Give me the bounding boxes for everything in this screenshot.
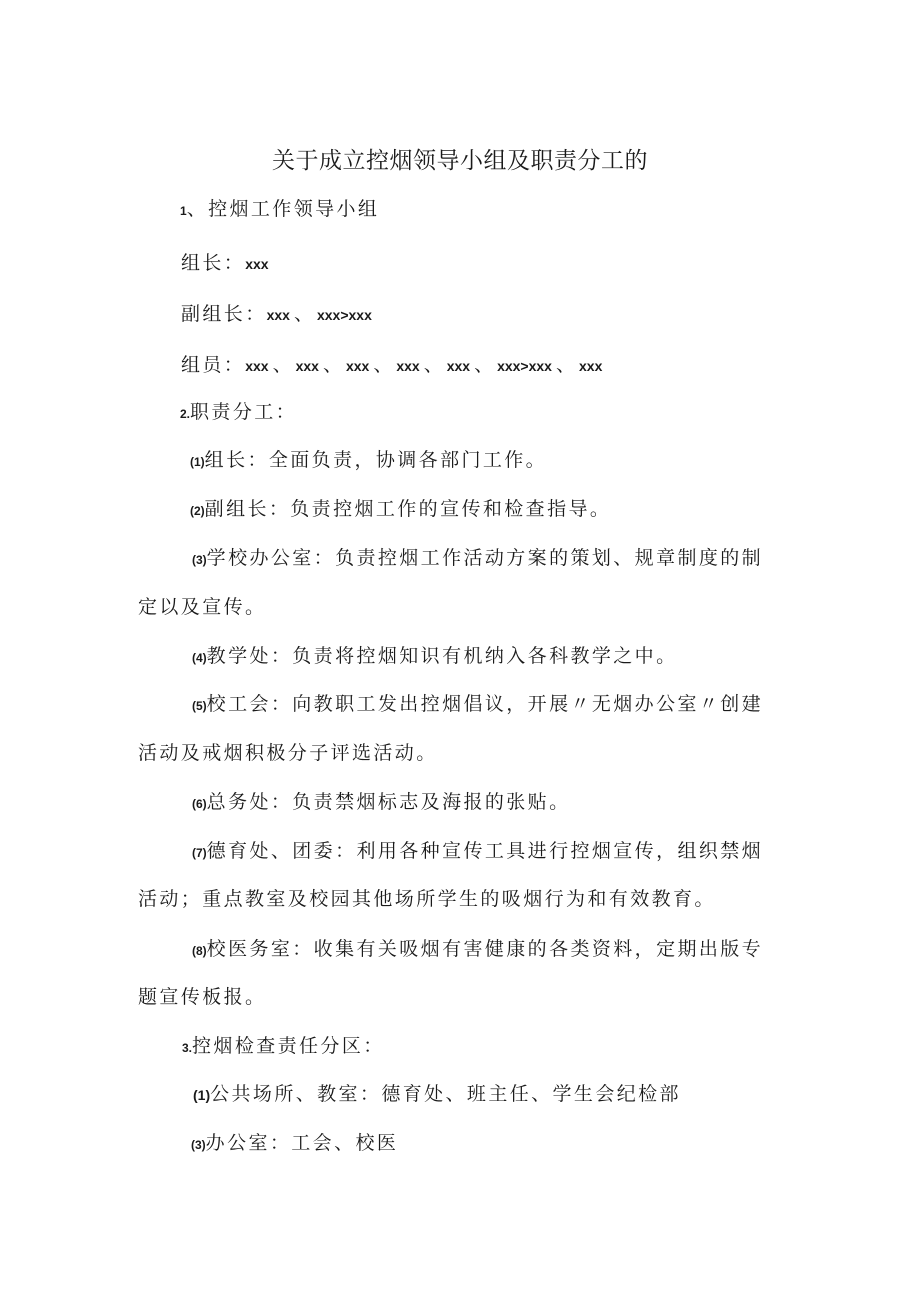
zone-item-text: 办公室：工会、校医 xyxy=(205,1132,399,1154)
duty-item-number: (3) xyxy=(192,553,207,567)
document-title: 关于成立控烟领导小组及职责分工的 xyxy=(272,148,648,174)
duty-item-number: (4) xyxy=(192,651,207,665)
duty-item-3-continuation: 定以及宣传。 xyxy=(138,596,267,618)
duty-item-number: (2) xyxy=(190,504,205,518)
section2-heading-text: 职责分工： xyxy=(190,401,298,423)
duty-item-number: (5) xyxy=(192,699,207,713)
member-separator: 、 xyxy=(555,354,575,376)
members-line xyxy=(181,350,602,377)
member-separator: 、 xyxy=(322,354,342,376)
members-names xyxy=(245,354,602,376)
leader-label: 组长： xyxy=(181,252,246,274)
duty-item-5-continuation: 活动及戒烟积极分子评选活动。 xyxy=(138,742,438,764)
duty-item-8-continuation: 题宣传板报。 xyxy=(138,986,267,1008)
leader-names: xxx xyxy=(245,256,269,272)
duty-item-number: (8) xyxy=(192,944,207,958)
duty-item-2 xyxy=(190,494,611,521)
member-separator: 、 xyxy=(474,354,494,376)
duty-item-6 xyxy=(192,787,570,814)
deputy-names-b: xxx>xxx xyxy=(316,307,372,323)
duty-item-text: 校医务室：收集有关吸烟有害健康的各类资料，定期出版专 xyxy=(206,938,764,960)
section3-heading-text: 控烟检查责任分区： xyxy=(192,1035,385,1057)
member-separator: 、 xyxy=(423,354,443,376)
member-name: xxx xyxy=(396,358,420,374)
member-name: xxx xyxy=(446,358,471,374)
zone-item-number: (3) xyxy=(191,1138,206,1152)
zone-item-2 xyxy=(191,1128,398,1155)
deputy-names-a: xxx xyxy=(266,307,290,323)
duty-item-text: 校工会：向教职工发出控烟倡议，开展〃无烟办公室〃创建 xyxy=(206,693,764,715)
duty-item-text: 总务处：负责禁烟标志及海报的张贴。 xyxy=(206,791,571,813)
member-name: xxx>xxx xyxy=(497,358,552,374)
member-name: xxx xyxy=(579,358,603,374)
duty-item-8 xyxy=(192,934,763,961)
duty-item-5 xyxy=(192,689,763,716)
member-name: xxx xyxy=(245,358,269,374)
duty-item-1 xyxy=(190,445,547,472)
zone-item-number: (1) xyxy=(193,1087,211,1103)
section1-number: 1 xyxy=(180,204,187,218)
section3-number: 3. xyxy=(182,1041,193,1055)
leader-line xyxy=(181,248,269,275)
deputy-line xyxy=(181,299,372,326)
duty-item-7 xyxy=(192,836,763,863)
section2-number: 2. xyxy=(180,407,191,421)
duty-item-text: 副组长：负责控烟工作的宣传和检查指导。 xyxy=(204,498,612,520)
duty-item-7-continuation: 活动；重点教室及校园其他场所学生的吸烟行为和有效教育。 xyxy=(138,888,716,910)
duty-item-number: (7) xyxy=(192,846,207,860)
section3-heading xyxy=(182,1031,385,1058)
members-label: 组员： xyxy=(181,354,246,376)
member-separator: 、 xyxy=(272,354,292,376)
duty-item-4 xyxy=(192,641,677,668)
duty-item-number: (1) xyxy=(190,455,205,469)
zone-item-1 xyxy=(193,1079,681,1106)
duty-item-number: (6) xyxy=(192,797,207,811)
member-name: xxx xyxy=(295,358,319,374)
member-name: xxx xyxy=(345,358,370,374)
duty-item-3 xyxy=(192,543,763,570)
duty-item-text: 教学处：负责将控烟知识有机纳入各科教学之中。 xyxy=(206,645,678,667)
section1-heading xyxy=(180,194,379,221)
deputy-separator: 、 xyxy=(293,303,313,325)
member-separator: 、 xyxy=(373,354,393,376)
zone-item-text: 公共场所、教室：德育处、班主任、学生会纪检部 xyxy=(210,1083,681,1105)
deputy-label: 副组长： xyxy=(181,303,267,325)
duty-item-text: 德育处、团委：利用各种宣传工具进行控烟宣传，组织禁烟 xyxy=(206,840,764,862)
section1-heading-text: 、控烟工作领导小组 xyxy=(186,198,380,220)
section2-heading xyxy=(180,397,297,424)
duty-item-text: 组长：全面负责，协调各部门工作。 xyxy=(204,449,548,471)
duty-item-text: 学校办公室：负责控烟工作活动方案的策划、规章制度的制 xyxy=(206,547,764,569)
